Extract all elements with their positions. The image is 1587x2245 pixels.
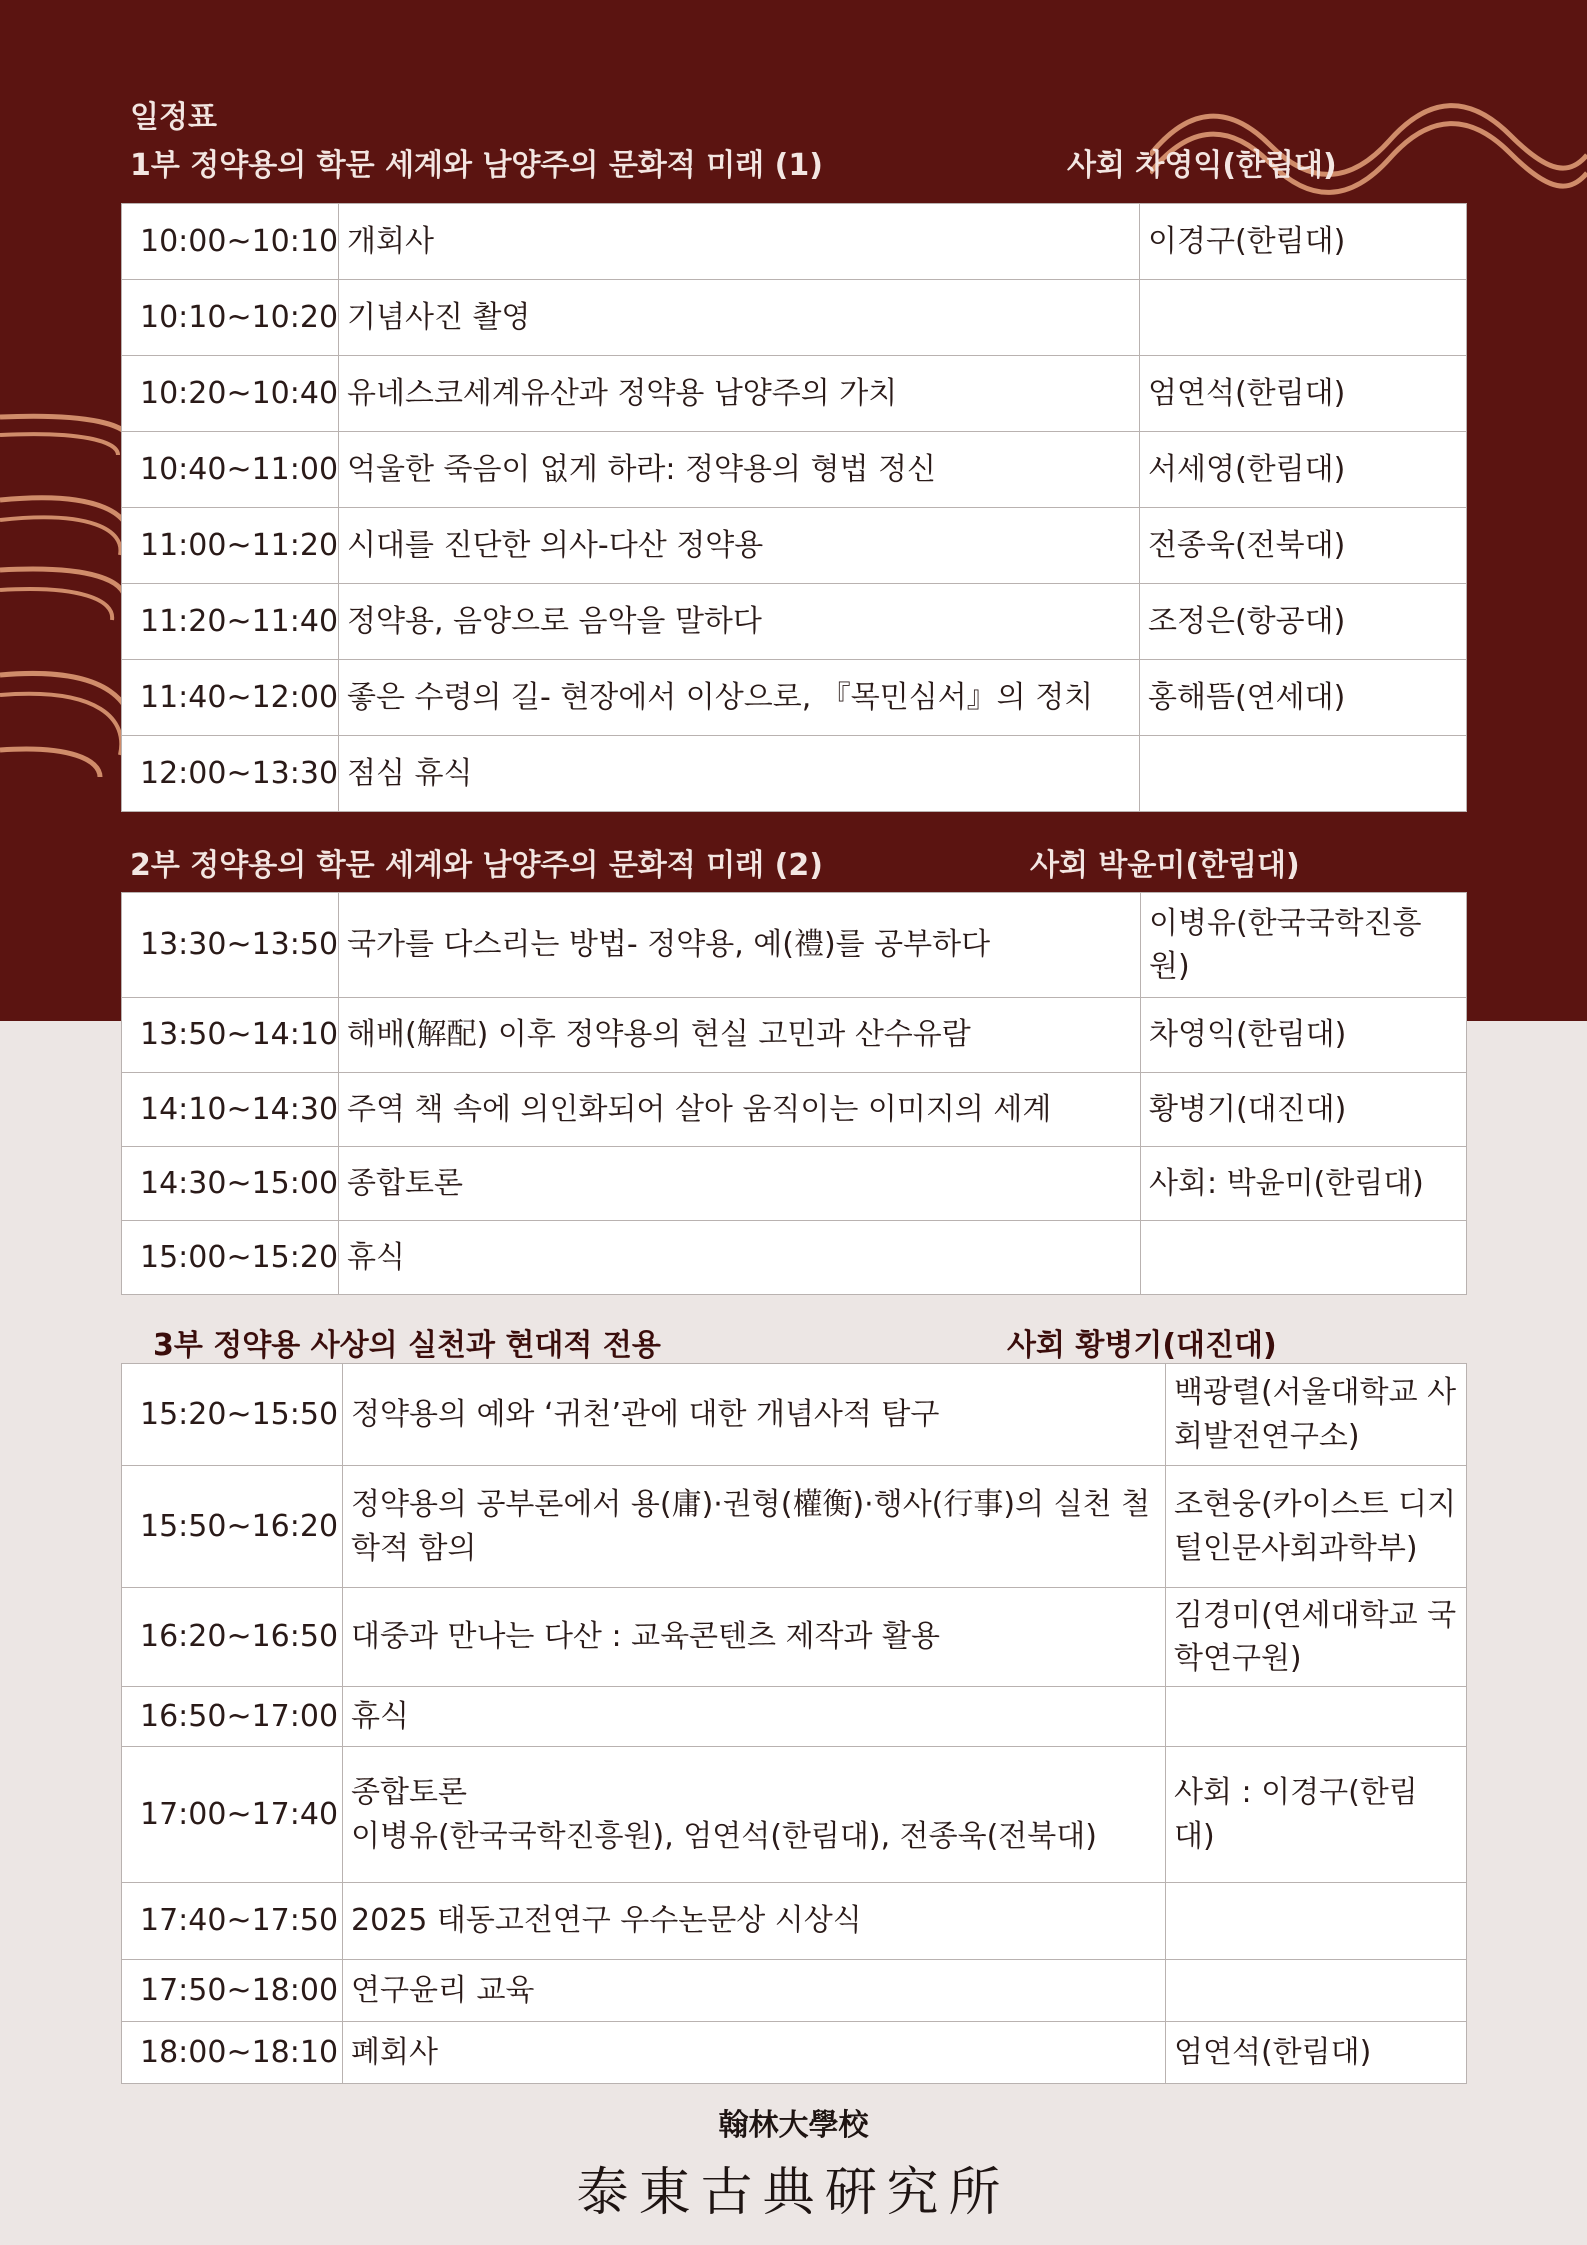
presenter-cell: 이병유(한국국학진흥원)	[1141, 893, 1467, 998]
time-cell: 15:20~15:50	[122, 1364, 343, 1466]
table-row	[122, 432, 1467, 508]
institute-logo-text: 泰東古典硏究所	[576, 2163, 1011, 2223]
table-row	[122, 2022, 1467, 2084]
time-cell: 14:30~15:00	[122, 1147, 339, 1221]
time-cell: 14:10~14:30	[122, 1073, 339, 1147]
time-cell: 13:50~14:10	[122, 998, 339, 1073]
topic-cell: 휴식	[343, 1687, 1166, 1747]
table-row	[122, 1073, 1467, 1147]
table-row	[122, 204, 1467, 280]
table-row	[122, 1960, 1467, 2022]
session-3-title: 3부 정약용 사상의 실천과 현대적 전용	[153, 1328, 661, 1363]
time-cell: 13:30~13:50	[122, 893, 339, 998]
session-2-table	[121, 892, 1467, 1295]
topic-cell: 연구윤리 교육	[343, 1960, 1166, 2022]
presenter-cell	[1166, 1960, 1467, 2022]
presenter-cell	[1166, 1883, 1467, 1960]
presenter-cell: 김경미(연세대학교 국학연구원)	[1166, 1588, 1467, 1687]
topic-cell: 유네스코세계유산과 정약용 남양주의 가치	[339, 356, 1140, 432]
presenter-cell	[1141, 1221, 1467, 1295]
topic-cell: 2025 태동고전연구 우수논문상 시상식	[343, 1883, 1166, 1960]
presenter-cell: 백광렬(서울대학교 사회발전연구소)	[1166, 1364, 1467, 1466]
time-cell: 17:40~17:50	[122, 1883, 343, 1960]
table-row	[122, 1466, 1467, 1588]
time-cell: 10:40~11:00	[122, 432, 339, 508]
topic-cell: 대중과 만나는 다산 : 교육콘텐츠 제작과 활용	[343, 1588, 1166, 1687]
table-row	[122, 508, 1467, 584]
table-row	[122, 1883, 1467, 1960]
time-cell: 15:50~16:20	[122, 1466, 343, 1588]
table-row	[122, 736, 1467, 812]
table-row	[122, 356, 1467, 432]
time-cell: 10:20~10:40	[122, 356, 339, 432]
session-1-table	[121, 203, 1467, 812]
session-3-rows	[122, 1364, 1467, 2084]
presenter-cell: 서세영(한림대)	[1140, 432, 1467, 508]
table-row	[122, 1221, 1467, 1295]
table-row	[122, 1588, 1467, 1687]
topic-cell: 정약용, 음양으로 음악을 말하다	[339, 584, 1140, 660]
presenter-cell: 엄연석(한림대)	[1140, 356, 1467, 432]
table-row	[122, 660, 1467, 736]
topic-cell: 정약용의 공부론에서 용(庸)·권형(權衡)·행사(行事)의 실천 철학적 함의	[343, 1466, 1166, 1588]
topic-cell: 종합토론	[339, 1147, 1141, 1221]
presenter-cell: 이경구(한림대)	[1140, 204, 1467, 280]
presenter-cell: 차영익(한림대)	[1141, 998, 1467, 1073]
table-row	[122, 584, 1467, 660]
time-cell: 15:00~15:20	[122, 1221, 339, 1295]
presenter-cell: 전종욱(전북대)	[1140, 508, 1467, 584]
session-3-table	[121, 1363, 1467, 2084]
session-3-moderator: 사회 황병기(대진대)	[1007, 1328, 1277, 1363]
topic-cell: 좋은 수령의 길- 현장에서 이상으로, 『목민심서』의 정치	[339, 660, 1140, 736]
time-cell: 11:40~12:00	[122, 660, 339, 736]
presenter-cell	[1140, 280, 1467, 356]
presenter-cell: 황병기(대진대)	[1141, 1073, 1467, 1147]
table-row	[122, 1747, 1467, 1883]
presenter-cell: 조정은(항공대)	[1140, 584, 1467, 660]
topic-cell: 국가를 다스리는 방법- 정약용, 예(禮)를 공부하다	[339, 893, 1141, 998]
topic-cell: 폐회사	[343, 2022, 1166, 2084]
presenter-cell: 엄연석(한림대)	[1166, 2022, 1467, 2084]
topic-cell: 해배(解配) 이후 정약용의 현실 고민과 산수유람	[339, 998, 1141, 1073]
table-row	[122, 280, 1467, 356]
time-cell: 17:00~17:40	[122, 1747, 343, 1883]
time-cell: 12:00~13:30	[122, 736, 339, 812]
time-cell: 17:50~18:00	[122, 1960, 343, 2022]
topic-cell: 개회사	[339, 204, 1140, 280]
page-title: 일정표	[130, 100, 217, 135]
presenter-cell: 조현웅(카이스트 디지털인문사회과학부)	[1166, 1466, 1467, 1588]
table-row	[122, 1147, 1467, 1221]
topic-cell: 시대를 진단한 의사-다산 정약용	[339, 508, 1140, 584]
presenter-cell	[1166, 1687, 1467, 1747]
time-cell: 10:10~10:20	[122, 280, 339, 356]
time-cell: 18:00~18:10	[122, 2022, 343, 2084]
table-row	[122, 998, 1467, 1073]
session-2-moderator: 사회 박윤미(한림대)	[1030, 848, 1300, 883]
table-row	[122, 1687, 1467, 1747]
session-1-moderator: 사회 차영익(한림대)	[1067, 148, 1337, 183]
session-1-rows	[122, 204, 1467, 812]
topic-cell: 주역 책 속에 의인화되어 살아 움직이는 이미지의 세계	[339, 1073, 1141, 1147]
university-name: 翰林大學校	[718, 2108, 869, 2143]
table-row	[122, 893, 1467, 998]
time-cell: 11:00~11:20	[122, 508, 339, 584]
time-cell: 11:20~11:40	[122, 584, 339, 660]
topic-cell: 종합토론 이병유(한국국학진흥원), 엄연석(한림대), 전종욱(전북대)	[343, 1747, 1166, 1883]
topic-cell: 휴식	[339, 1221, 1141, 1295]
session-2-title: 2부 정약용의 학문 세계와 남양주의 문화적 미래 (2)	[130, 848, 823, 883]
time-cell: 10:00~10:10	[122, 204, 339, 280]
presenter-cell: 홍해뜸(연세대)	[1140, 660, 1467, 736]
presenter-cell: 사회 : 이경구(한림대)	[1166, 1747, 1467, 1883]
presenter-cell: 사회: 박윤미(한림대)	[1141, 1147, 1467, 1221]
time-cell: 16:50~17:00	[122, 1687, 343, 1747]
topic-cell: 정약용의 예와 ‘귀천’관에 대한 개념사적 탐구	[343, 1364, 1166, 1466]
topic-cell: 점심 휴식	[339, 736, 1140, 812]
topic-cell: 기념사진 촬영	[339, 280, 1140, 356]
time-cell: 16:20~16:50	[122, 1588, 343, 1687]
presenter-cell	[1140, 736, 1467, 812]
session-2-rows	[122, 893, 1467, 1295]
arc-decoration-icon	[0, 405, 140, 785]
topic-cell: 억울한 죽음이 없게 하라: 정약용의 형법 정신	[339, 432, 1140, 508]
session-1-title: 1부 정약용의 학문 세계와 남양주의 문화적 미래 (1)	[130, 148, 823, 183]
table-row	[122, 1364, 1467, 1466]
